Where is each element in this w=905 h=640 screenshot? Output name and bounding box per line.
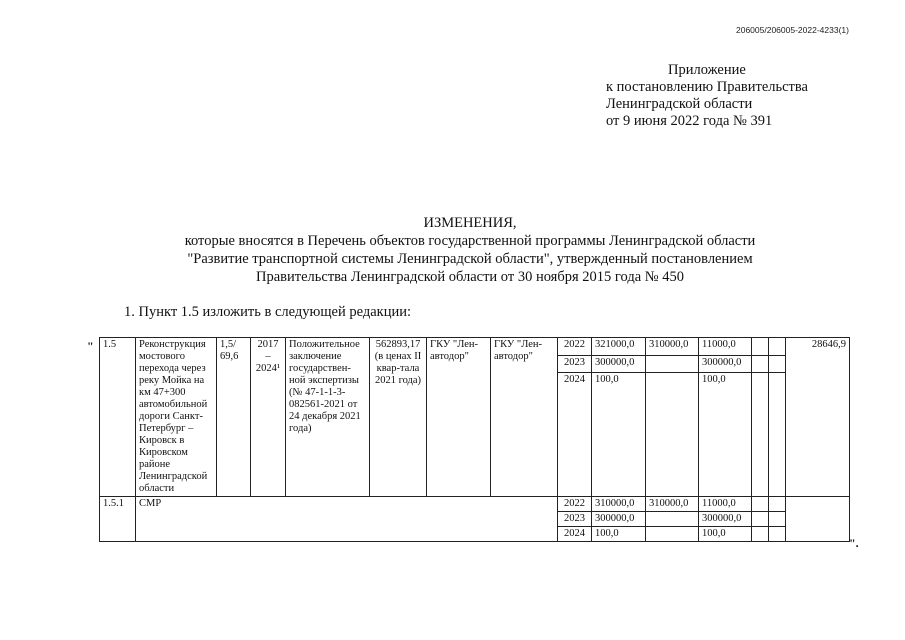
cell-cost: 562893,17 (в ценах II квар-тала 2021 года) [370,338,427,497]
heading-title: ИЗМЕНЕНИЯ, [423,215,517,231]
cell-regional: 100,0 [699,373,752,497]
cell-federal: 310000,0 [646,497,699,512]
table-row [100,497,850,512]
cell-federal [646,512,699,527]
cell-object-name: СМР [136,497,558,542]
cell-empty [752,355,769,373]
cell-year: 2023 [558,512,592,527]
quote-open: " [87,339,94,353]
cell-year: 2024 [558,373,592,497]
cell-empty [769,355,786,373]
cell-customer: ГКУ "Лен-автодор" [427,338,491,497]
cell-num: 1.5 [100,338,136,497]
cell-regional: 11000,0 [699,497,752,512]
cell-total-prev: 28646,9 [786,338,850,497]
changes-heading [120,214,820,286]
cell-federal [646,527,699,542]
cell-empty [786,497,850,542]
appendix-line-4: от 9 июня 2022 года № 391 [606,113,773,129]
heading-line-2: которые вносятся в Перечень объектов государственной программы Ленинградской области [184,233,756,249]
item-intro: 1. Пункт 1.5 изложить в следующей редакции: [124,304,412,320]
cell-regional: 100,0 [699,527,752,542]
cell-empty [752,373,769,497]
cell-empty [752,338,769,356]
appendix-line-2: к постановлению Правительства [606,79,808,95]
cell-total: 300000,0 [592,512,646,527]
cell-num: 1.5.1 [100,497,136,542]
cell-year: 2022 [558,497,592,512]
cell-object-name: Реконструкция мостового перехода через реку Мойка на км 47+300 автомобильной дороги Санкт-Петербург – Кировск в Кировском районе Ленинградской области [136,338,217,497]
cell-total: 100,0 [592,373,646,497]
cell-empty [769,373,786,497]
cell-empty [769,512,786,527]
cell-expertise: Положительное заключение государствен-ной экспертизы (№ 47-1-1-3-082561-2021 от 24 декабря 2021 года) [286,338,370,497]
cell-total: 100,0 [592,527,646,542]
cell-regional: 300000,0 [699,512,752,527]
cell-regional: 300000,0 [699,355,752,373]
cell-empty [752,497,769,512]
cell-total: 300000,0 [592,355,646,373]
cell-federal [646,355,699,373]
cell-total: 310000,0 [592,497,646,512]
cell-period: 2017 – 2024¹ [251,338,286,497]
cell-federal: 310000,0 [646,338,699,356]
cell-empty [769,497,786,512]
table-row [100,338,850,356]
cell-year: 2024 [558,527,592,542]
cell-empty [769,527,786,542]
document-id: 206005/206005-2022-4233(1) [736,25,849,35]
quote-close: ". [849,536,859,550]
cell-capacity: 1,5/ 69,6 [217,338,251,497]
appendix-line-1: Приложение [668,62,746,78]
heading-line-3: "Развитие транспортной системы Ленинградской области", утвержденный постановлением [187,251,753,267]
heading-line-4: Правительства Ленинградской области от 30 ноября 2015 года № 450 [256,269,684,285]
appendix-block [606,62,808,130]
cell-empty [752,527,769,542]
cell-year: 2022 [558,338,592,356]
cell-year: 2023 [558,355,592,373]
cell-federal [646,373,699,497]
cell-developer: ГКУ "Лен-автодор" [491,338,558,497]
cell-empty [752,512,769,527]
amendment-table [99,337,850,542]
appendix-line-3: Ленинградской области [606,96,753,112]
cell-total: 321000,0 [592,338,646,356]
cell-empty [769,338,786,356]
cell-regional: 11000,0 [699,338,752,356]
